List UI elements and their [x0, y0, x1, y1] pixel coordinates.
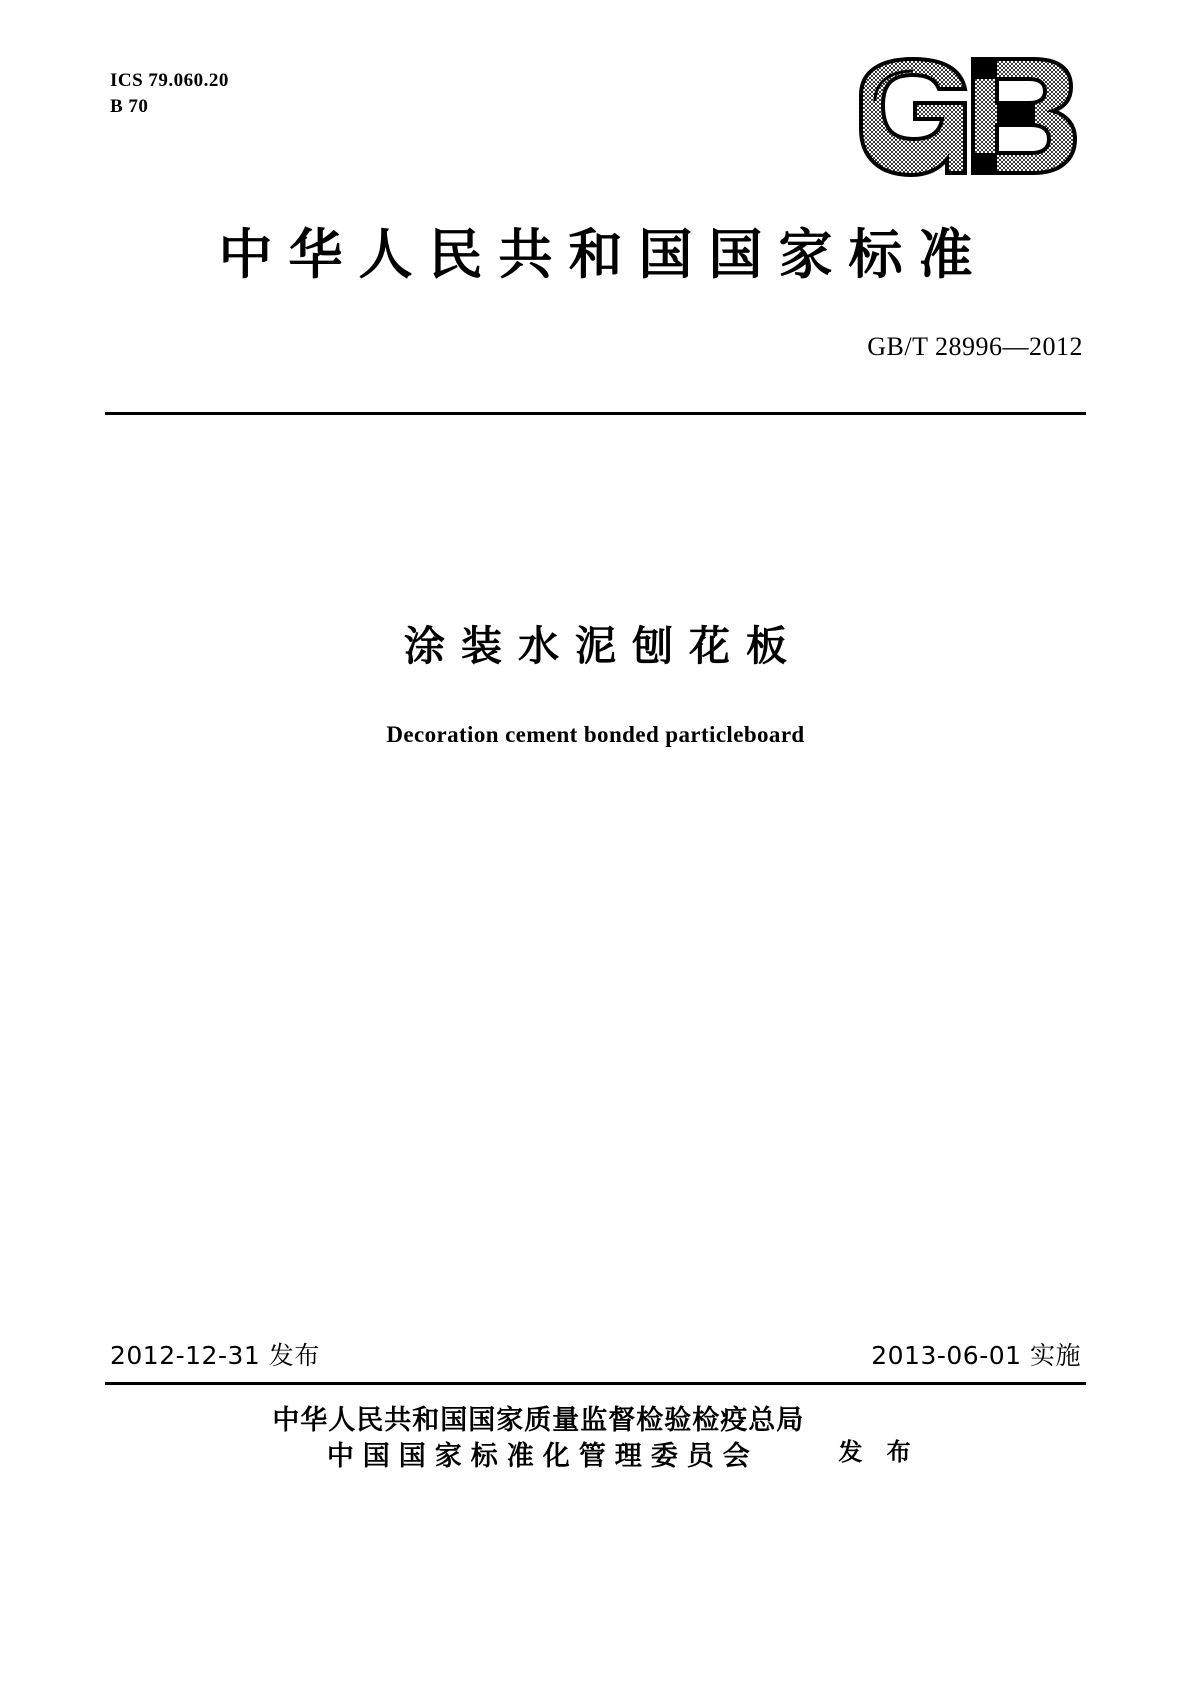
- classification-code: B 70: [110, 95, 149, 117]
- national-standard-title: 中华人民共和国国家标准: [218, 223, 989, 286]
- divider-bottom: [105, 1382, 1086, 1385]
- issuer-organization-1: 中华人民共和国国家质量监督检验检疫总局: [272, 1405, 805, 1436]
- document-title-english: Decoration cement bonded particleboard: [386, 722, 805, 747]
- ics-code: ICS 79.060.20: [110, 70, 229, 91]
- implementation-date: 2013-06-01 实施: [871, 1341, 1081, 1370]
- standard-number: GB/T 28996—2012: [867, 332, 1083, 361]
- issuer-organization-2: 中国国家标准化管理委员会: [326, 1441, 759, 1473]
- document-title-chinese: 涂装水泥刨花板: [404, 622, 803, 670]
- divider-top: [105, 412, 1086, 415]
- issuer-publish-label: 发 布: [838, 1437, 919, 1466]
- issuer-block: [0, 1403, 1191, 1476]
- gb-logo-icon: [851, 55, 1086, 190]
- issuer-names: [272, 1403, 804, 1476]
- issue-date: 2012-12-31 发布: [110, 1341, 320, 1370]
- ics-classification-block: [110, 68, 229, 119]
